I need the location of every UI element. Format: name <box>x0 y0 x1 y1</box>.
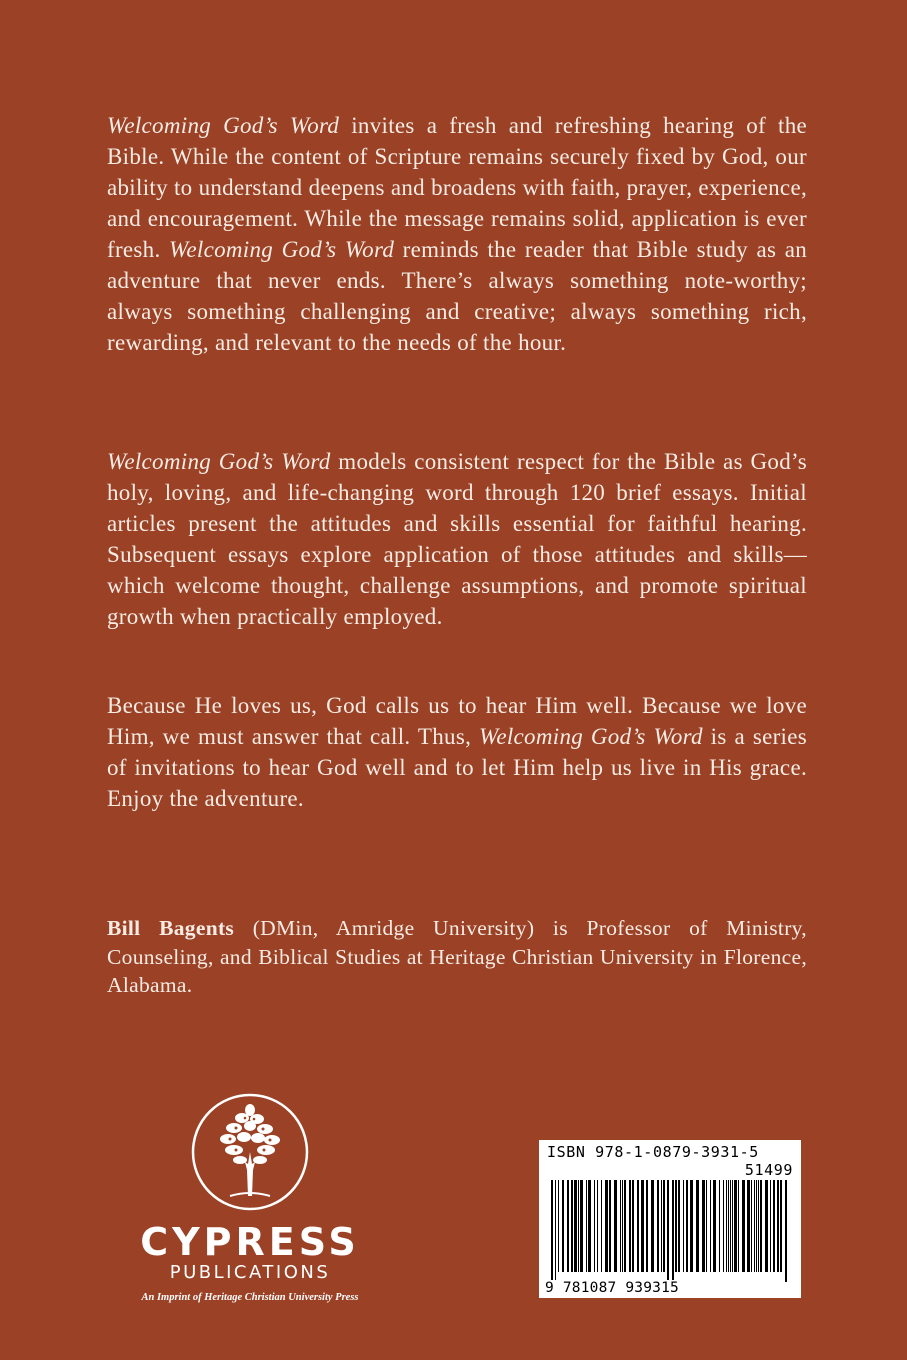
barcode-bar <box>637 1180 639 1272</box>
text-run: reminds the reader that Bible study as an adventure that never ends. There’s always something note-worthy; always something challenging and creative; always something rich, rewarding, and relevant to the needs of the hour. <box>107 237 808 355</box>
barcode-bar <box>751 1180 752 1272</box>
barcode-bars <box>547 1180 793 1282</box>
barcode-bar <box>675 1180 677 1272</box>
barcode-bar <box>594 1180 595 1272</box>
barcode-bar <box>754 1180 755 1272</box>
barcode-bar <box>678 1180 680 1272</box>
barcode-bar <box>578 1180 579 1272</box>
barcode-bar <box>605 1180 608 1272</box>
barcode-bar <box>571 1180 573 1272</box>
barcode-bar <box>765 1180 768 1272</box>
barcode-bar <box>710 1180 711 1272</box>
ean-digits: 9 781087 939315 <box>545 1280 679 1296</box>
barcode-bar <box>562 1180 564 1272</box>
isbn-label: ISBN 978-1-0879-3931-5 <box>547 1143 759 1161</box>
barcode-bar <box>719 1180 720 1272</box>
book-title-italic: Welcoming God’s Word <box>107 449 331 474</box>
barcode-bar <box>663 1180 665 1272</box>
barcode-bar <box>770 1180 771 1272</box>
barcode-bar <box>551 1180 553 1282</box>
paragraph-1-text <box>107 110 807 358</box>
publisher-logo <box>115 1092 385 1312</box>
barcode-bar <box>641 1180 644 1272</box>
barcode-bar <box>713 1180 716 1272</box>
author-bio <box>107 914 807 1000</box>
barcode-bar <box>696 1180 699 1272</box>
barcode-bar <box>732 1180 733 1272</box>
publisher-subtitle: PUBLICATIONS <box>169 1262 331 1283</box>
author-name: Bill Bagents <box>107 916 235 940</box>
barcode-bar <box>760 1180 762 1272</box>
barcode-bar <box>597 1180 598 1272</box>
author-bio-text: (DMin, Amridge University) is Professor of Ministry, Counseling, and Biblical Studies at Heritage Christian University in Florence, Alabama. <box>107 916 807 997</box>
barcode-bar <box>726 1180 727 1272</box>
barcode-bar <box>690 1180 693 1272</box>
text-run: models consistent respect for the Bible as God’s holy, loving, and life-changing word through 120 brief essays. Initial articles present the attitudes and skills essential for faithful hearing. Subsequent essays explore application of those attitudes and skills—which welcome thought, challenge assumptions, and promote spiritual growth when practically employed. <box>107 449 807 629</box>
barcode-bar <box>728 1180 729 1272</box>
barcode-bar <box>588 1180 591 1272</box>
barcode-bar <box>777 1180 779 1272</box>
barcode-bar <box>686 1180 688 1272</box>
barcode-bar <box>702 1180 705 1272</box>
text-run: Because He loves us, God calls us to hear Him well. Because we love Him, we must answer that call. Thus, <box>107 693 807 749</box>
barcode-bar <box>567 1180 569 1272</box>
barcode-bar <box>574 1180 577 1272</box>
book-title-italic: Welcoming God’s Word <box>169 237 395 262</box>
barcode-bar <box>586 1180 587 1272</box>
barcode-bar <box>672 1180 674 1282</box>
barcode-bar <box>646 1180 648 1272</box>
book-title-italic: Welcoming God’s Word <box>479 724 703 749</box>
barcode-bar <box>773 1180 775 1272</box>
text-run: invites a fresh and refreshing hearing of the Bible. While the content of Scripture remains securely fixed by God, our ability to understand deepens and broadens with faith, prayer, experience, and encouragement. While the message remains solid, application is ever fresh. <box>107 113 808 262</box>
barcode-bar <box>756 1180 757 1272</box>
barcode-bar <box>580 1180 583 1272</box>
book-title-italic: Welcoming God’s Word <box>107 113 340 138</box>
barcode-bar <box>558 1180 559 1272</box>
publisher-imprint: An Imprint of Heritage Christian University Press <box>141 1292 359 1303</box>
barcode-bar <box>661 1180 662 1272</box>
barcode-bar <box>622 1180 623 1272</box>
barcode-bar <box>601 1180 602 1272</box>
barcode-bar <box>785 1180 787 1282</box>
barcode-bar <box>734 1180 737 1272</box>
description-paragraph-1 <box>107 110 807 358</box>
description-paragraph-2 <box>107 446 807 632</box>
barcode-bar <box>632 1180 634 1272</box>
publisher-name: CYPRESS <box>140 1220 360 1264</box>
price-code: 51499 <box>744 1161 793 1179</box>
barcode-bar <box>629 1180 631 1272</box>
paragraph-2-text <box>107 446 807 632</box>
barcode-bar <box>609 1180 611 1272</box>
text-run: is a series of invitations to hear God well and to let Him help us live in His grace. Enjoy the adventure. <box>107 724 807 811</box>
barcode-bar <box>738 1180 739 1272</box>
barcode-bar <box>747 1180 750 1272</box>
cypress-tree-icon <box>190 1092 310 1212</box>
barcode-bar <box>620 1180 621 1272</box>
barcode-bar <box>730 1180 731 1272</box>
description-paragraph-3 <box>107 690 807 814</box>
barcode-bar <box>723 1180 724 1272</box>
barcode-bar <box>706 1180 707 1272</box>
isbn-barcode <box>539 1140 801 1298</box>
paragraph-3-text <box>107 690 807 814</box>
barcode-bar <box>742 1180 745 1272</box>
barcode-bar <box>780 1180 782 1272</box>
barcode-bar <box>667 1180 669 1282</box>
barcode-bar <box>758 1180 759 1272</box>
barcode-bar <box>555 1180 556 1282</box>
barcode-bar <box>624 1180 626 1272</box>
barcode-bar <box>651 1180 654 1272</box>
barcode-bar <box>614 1180 617 1272</box>
barcode-bar <box>683 1180 684 1272</box>
barcode-bar <box>657 1180 659 1272</box>
